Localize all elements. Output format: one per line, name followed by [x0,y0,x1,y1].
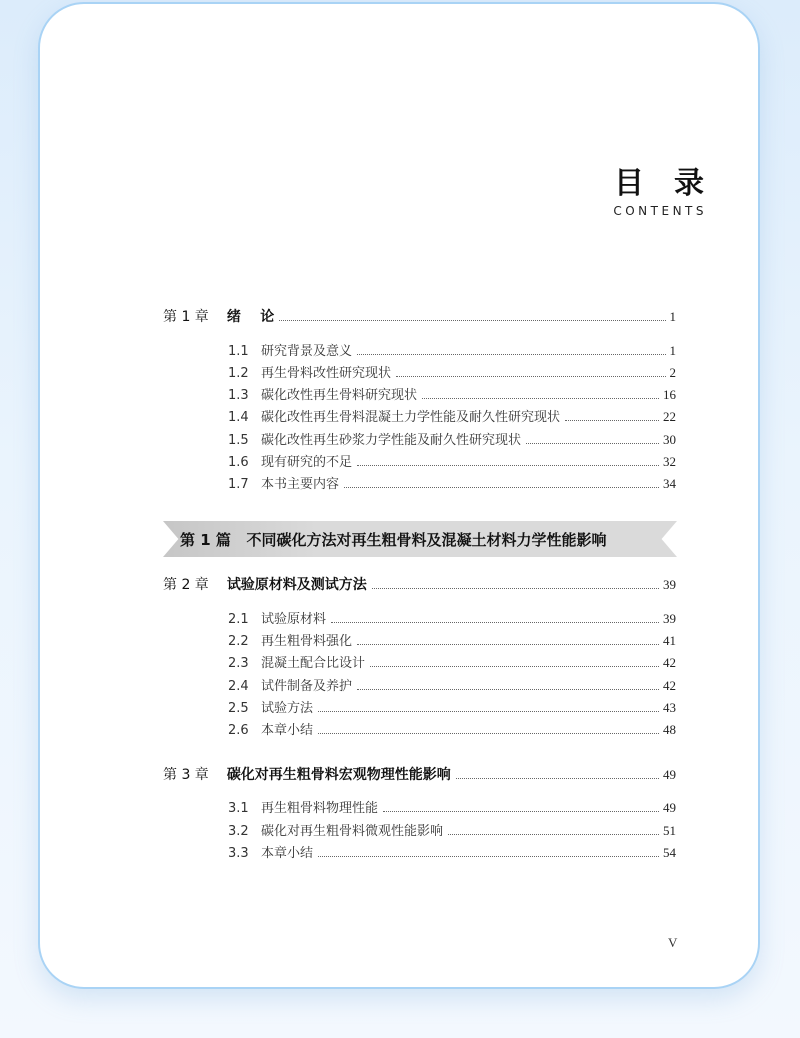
entry-page-number: 22 [663,409,676,424]
toc-section-entry[interactable] [228,842,676,861]
entry-page-number: 39 [663,611,676,626]
entry-number: 3.2 [228,824,249,839]
toc-chapter-entry[interactable] [163,306,676,326]
entry-page-number: 43 [663,700,676,715]
toc-section-entry[interactable] [228,340,676,359]
toc-section-entry[interactable] [228,429,676,448]
entry-number: 1.7 [228,477,249,492]
entry-page-number: 51 [663,823,676,838]
entry-title: 再生粗骨料强化 [261,634,353,649]
page-number: V [668,935,678,950]
entry-number: 2.1 [228,612,249,627]
toc-section-entry[interactable] [228,362,676,381]
entry-title: 试验方法 [261,701,314,716]
entry-page-number: 2 [669,365,676,380]
entry-page-number: 1 [669,309,676,324]
entry-page-number: 34 [663,476,676,491]
toc-section-entry[interactable] [228,384,676,403]
toc-section-entry[interactable] [228,675,676,694]
entry-number: 1.6 [228,455,249,470]
dot-leader [279,320,665,321]
entry-page-number: 39 [663,577,676,592]
toc-section-entry[interactable] [228,652,676,671]
dot-leader [383,811,659,812]
entry-number: 2.3 [228,656,249,671]
dot-leader [318,711,659,712]
entry-page-number: 49 [663,767,676,782]
dot-leader [357,689,659,690]
entry-number: 2.2 [228,634,249,649]
entry-title: 混凝土配合比设计 [261,656,366,671]
entry-number: 1.4 [228,410,249,425]
entry-page-number: 41 [663,633,676,648]
dot-leader [372,588,659,589]
dot-leader [344,487,659,488]
entry-title: 绪 论 [226,309,275,325]
entry-number: 2.5 [228,701,249,716]
dot-leader [357,644,659,645]
dot-leader [526,443,659,444]
dot-leader [370,666,659,667]
entry-number: 1.1 [228,344,249,359]
entry-number: 第 3 章 [163,767,209,783]
entry-number: 3.3 [228,846,249,861]
entry-page-number: 48 [663,722,676,737]
entry-page-number: 42 [663,678,676,693]
entry-number: 3.1 [228,801,249,816]
toc-section-entry[interactable] [228,473,676,492]
part-title: 第 1 篇 不同碳化方法对再生粗骨料及混凝土材料力学性能影响 [180,531,607,549]
entry-title: 试验原材料 [261,612,327,627]
entry-number: 第 1 章 [163,309,209,325]
toc-section-entry[interactable] [228,820,676,839]
entry-title: 碳化改性再生骨料研究现状 [261,388,418,403]
toc-section-entry[interactable] [228,797,676,816]
toc-chapter-entry[interactable] [163,764,676,784]
entry-title: 本章小结 [261,846,314,861]
entry-title: 试件制备及养护 [261,679,353,694]
dot-leader [456,778,659,779]
dot-leader [448,834,659,835]
dot-leader [331,622,659,623]
dot-leader [318,733,659,734]
dot-leader [565,420,659,421]
entry-number: 1.3 [228,388,249,403]
toc-section-entry[interactable] [228,719,676,738]
entry-page-number: 16 [663,387,676,402]
entry-page-number: 54 [663,845,676,860]
entry-number: 2.6 [228,723,249,738]
dot-leader [422,398,659,399]
entry-title: 再生粗骨料物理性能 [261,801,379,816]
entry-title: 试验原材料及测试方法 [226,577,367,593]
entry-title: 碳化对再生粗骨料微观性能影响 [261,824,444,839]
entry-page-number: 49 [663,800,676,815]
entry-page-number: 1 [669,343,676,358]
dot-leader [396,376,665,377]
toc-section-entry[interactable] [228,630,676,649]
dot-leader [357,354,665,355]
entry-title: 现有研究的不足 [261,455,353,470]
dot-leader [318,856,659,857]
entry-page-number: 30 [663,432,676,447]
toc-section-entry[interactable] [228,697,676,716]
entry-title: 碳化改性再生骨料混凝土力学性能及耐久性研究现状 [261,410,561,425]
toc-section-entry[interactable] [228,406,676,425]
entry-number: 1.5 [228,433,249,448]
toc-section-entry[interactable] [228,451,676,470]
page-title: 目录 [614,166,734,201]
toc-section-entry[interactable] [228,608,676,627]
entry-title: 本章小结 [261,723,314,738]
entry-title: 本书主要内容 [261,477,340,492]
entry-title: 碳化对再生粗骨料宏观物理性能影响 [226,767,451,783]
dot-leader [357,465,659,466]
entry-title: 再生骨料改性研究现状 [261,366,392,381]
toc-chapter-entry[interactable] [163,574,676,594]
entry-number: 第 2 章 [163,577,209,593]
entry-page-number: 42 [663,655,676,670]
page-subtitle: CONTENTS [613,204,707,218]
entry-number: 1.2 [228,366,249,381]
entry-number: 2.4 [228,679,249,694]
entry-title: 研究背景及意义 [261,344,353,359]
entry-title: 碳化改性再生砂浆力学性能及耐久性研究现状 [261,433,522,448]
entry-page-number: 32 [663,454,676,469]
